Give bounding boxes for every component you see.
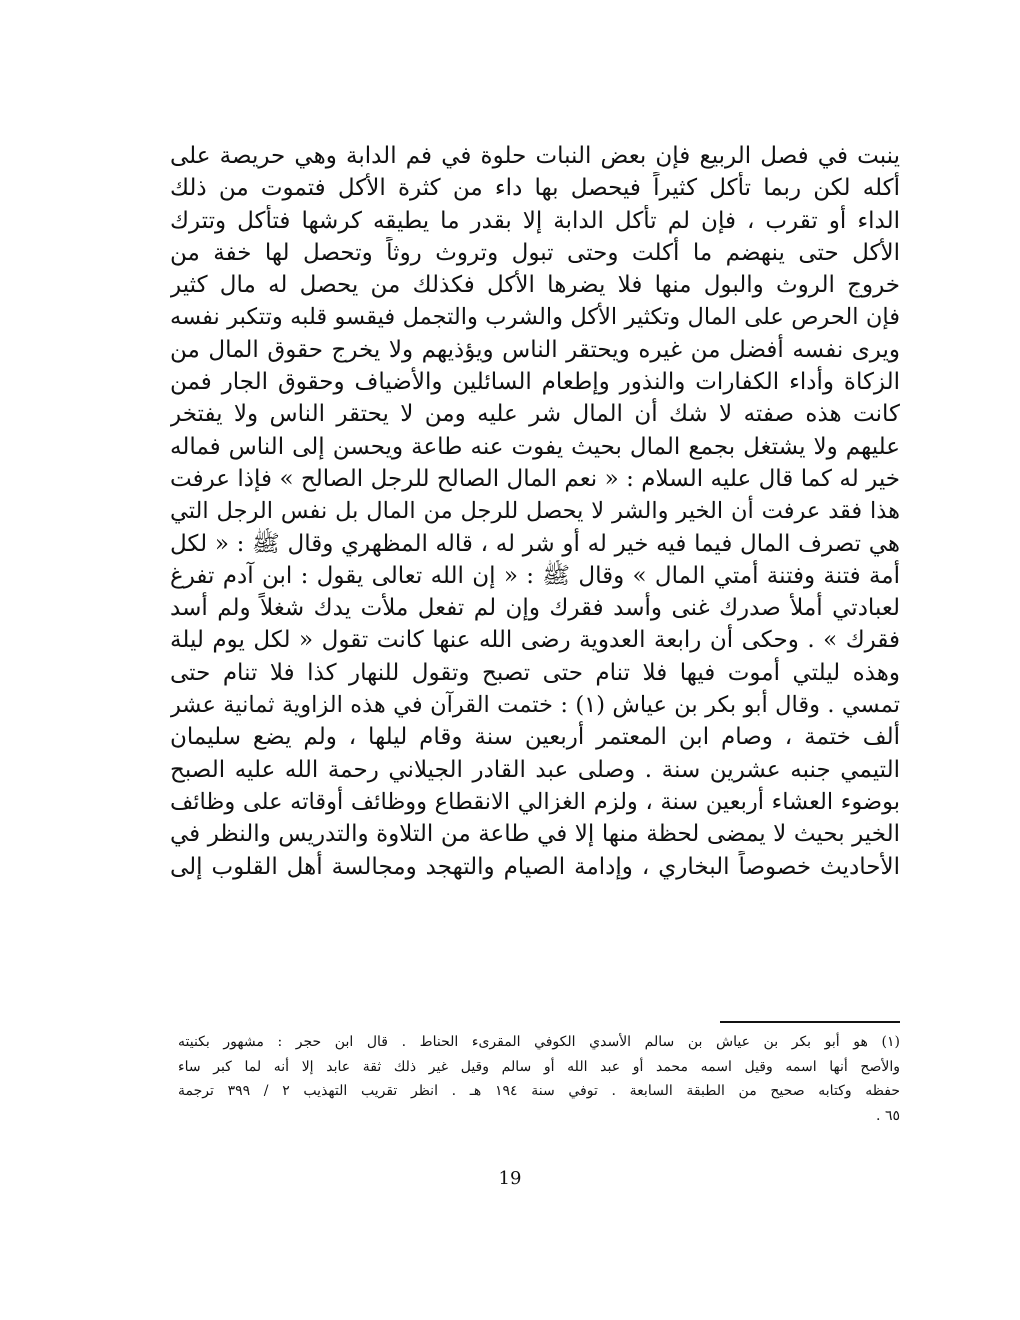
text-line: الأحاديث خصوصاً البخاري ، وإدامة الصيام والتهجد ومجالسة أهل القلوب إلى xyxy=(170,853,900,880)
text-line: عليهم ولا يشتغل بجمع المال بحيث يفوت عنه طاعة ويحسن إلى الناس فماله xyxy=(170,433,900,460)
text-line: الأكل حتى ينهضم ما أكلت وحتى تبول وتروث روثاً وتحصل لها خفة من xyxy=(170,239,900,266)
text-line: هذا فقد عرفت أن الخير والشر لا يحصل للرجل من المال بل نفس الرجل التي xyxy=(170,498,900,525)
text-line: بوضوء العشاء أربعين سنة ، ولزم الغزالي الانقطاع ووظائف أوقاته على وظائف xyxy=(170,788,900,815)
text-line: التيمي جنبه عشرين سنة . وصلى عبد القادر الجيلاني رحمة الله عليه الصبح xyxy=(170,756,900,783)
footnote-line: ٦٥ . xyxy=(876,1107,900,1124)
text-line: هي تصرف المال فيما فيه خير له أو شر له ، قاله المظهري وقال ﷺ : « لكل xyxy=(170,530,900,557)
footnote-line: والأصح أنها اسمه وقيل اسمه محمد أو عبد الله أو سالم وقيل غير ذلك ثقة عابد إلا أنه لما كبر ساء xyxy=(178,1058,900,1075)
text-line: الخير بحيث لا يمضى لحظة منها إلا في طاعة من التلاوة والتدريس والنظر في xyxy=(170,821,900,848)
text-line: فقرك » . وحكى أن رابعة العدوية رضى الله عنها كانت تقول « لكل يوم ليلة xyxy=(170,627,900,654)
text-line: وهذه ليلتي أموت فيها فلا تنام حتى تصبح وتقول للنهار كذا فلا تنام حتى xyxy=(170,659,900,686)
text-line: تمسي . وقال أبو بكر بن عياش (١) : ختمت القرآن في هذه الزاوية ثمانية عشر xyxy=(170,692,900,719)
text-line: الداء أو تقرب ، فإن لم تأكل الدابة إلا بقدر ما يطيقه كرشها فتأكل وتترك xyxy=(170,207,900,234)
page-number: 19 xyxy=(498,1168,522,1189)
text-line: أمة فتنة وفتنة أمتي المال » وقال ﷺ : « إن الله تعالى يقول : ابن آدم تفرغ xyxy=(170,562,900,589)
footnote-block xyxy=(178,1030,900,1128)
text-line: خروج الروث والبول منها فلا يضرها الأكل فكذلك من يحصل له مال كثير xyxy=(170,272,900,299)
footnote-line: حفظه وكتابه صحيح من الطبقة السابعة . توفي سنة ١٩٤ هـ . انظر تقريب التهذيب ٢ / ٣٩٩ ترجمة xyxy=(178,1083,900,1099)
text-line: أكله لكن ربما تأكل كثيراً فيحصل بها داء من كثرة الأكل فتموت من ذلك xyxy=(170,175,900,202)
text-line: لعبادتي أملأ صدرك غنى وأسد فقرك وإن لم تفعل ملأت يدك شغلاً ولم أسد xyxy=(170,595,900,622)
text-line: الزكاة وأداء الكفارات والنذور وإطعام السائلين والأضياف وحقوق الجار فمن xyxy=(170,369,900,396)
text-line: كانت هذه صفته لا شك أن المال شر عليه ومن لا يحتقر الناس ولا يفتخر xyxy=(170,401,900,428)
text-line: فإن الحرص على المال وتكثير الأكل والشرب والتجمل فيقسو قلبه وتتكبر نفسه xyxy=(170,304,900,331)
text-line: ينبت في فصل الربيع فإن بعض النبات حلوة في فم الدابة وهي حريصة على xyxy=(170,143,900,169)
text-line: ويرى نفسه أفضل من غيره ويحتقر الناس ويؤذيهم ولا يخرج حقوق المال من xyxy=(170,336,900,363)
footnote-separator xyxy=(720,1021,900,1023)
main-text-block xyxy=(170,140,900,883)
text-line: خير له كما قال عليه السلام : « نعم المال الصالح للرجل الصالح » فإذا عرفت xyxy=(170,465,900,492)
text-line: ألف ختمة ، وصام ابن المعتمر أربعين سنة وقام ليلها ، ولم يضع سليمان xyxy=(170,724,900,751)
footnote-line: (١) هو أبو بكر بن عياش بن سالم الأسدي الكوفي المقرىء الحناط . قال ابن حجر : مشهور بكنيته xyxy=(178,1034,900,1050)
